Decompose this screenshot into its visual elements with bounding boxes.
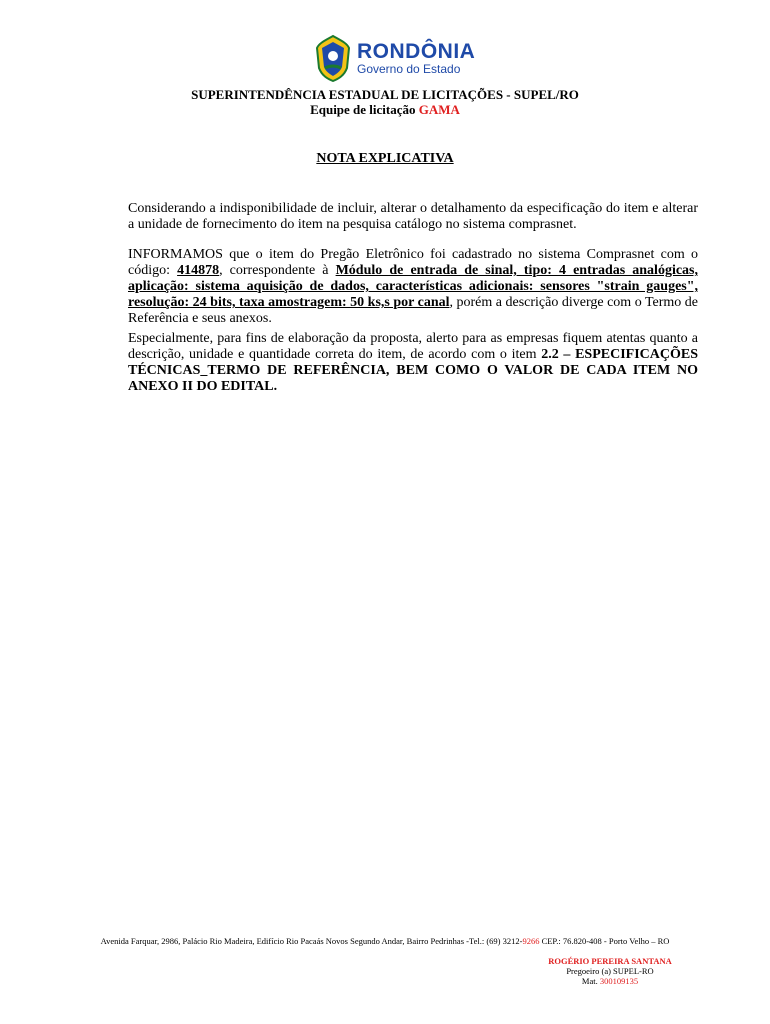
state-coat-of-arms-icon bbox=[313, 34, 353, 82]
team-name: GAMA bbox=[418, 102, 460, 117]
agency-header: SUPERINTENDÊNCIA ESTADUAL DE LICITAÇÕES - SUPEL/RO bbox=[191, 87, 579, 102]
paragraph-1: Considerando a indisponibilidade de incluir, alterar o detalhamento da especificação do item e alterar a unidade de fornecimento do item na pesquisa catálogo no sistema comprasnet. bbox=[128, 201, 698, 232]
p3-reference: 2.2 – ESPECIFICAÇÕES TÉCNICAS_TERMO DE REFERÊNCIA, BEM COMO O VALOR DE CADA ITEM NO ANEXO II DO EDITAL. bbox=[128, 347, 698, 394]
document-title: NOTA EXPLICATIVA bbox=[316, 151, 454, 166]
phone-suffix: 9266 bbox=[522, 936, 540, 946]
signatory-role: Pregoeiro (a) SUPEL-RO bbox=[566, 966, 654, 976]
team-prefix: Equipe de licitação bbox=[310, 102, 419, 117]
p2-connector: , correspondente à bbox=[219, 263, 336, 278]
team-header bbox=[0, 102, 770, 118]
address-text: Avenida Farquar, 2986, Palácio Rio Madeira, Edifício Rio Pacaás Novos Segundo Andar, Bairro Pedrinhas -Tel.: (69) 3212- bbox=[100, 936, 523, 946]
signatory-registration bbox=[530, 976, 690, 986]
registration-number: 300109135 bbox=[599, 976, 639, 986]
p2-tail: , porém a descrição diverge com o Termo de Referência e seus anexos. bbox=[128, 295, 698, 326]
rondonia-logo bbox=[313, 34, 475, 82]
p2-intro: INFORMAMOS que o item do Pregão Eletrônico foi cadastrado no sistema Comprasnet com o código: bbox=[128, 247, 698, 278]
address-cep: CEP.: 76.820-408 - Porto Velho – RO bbox=[539, 936, 670, 946]
paragraph-2 bbox=[128, 247, 698, 327]
item-description: Módulo de entrada de sinal, tipo: 4 entradas analógicas, aplicação: sistema aquisição de dados, características adicionais: sensores "strain gauges", resolução: 24 bits, taxa amostragem: 50 ks,s por canal bbox=[128, 263, 698, 310]
p3-intro: Especialmente, para fins de elaboração da proposta, alerto para as empresas fiquem atentas quanto a descrição, unidade e quantidade correta do item, de acordo com o item bbox=[128, 331, 698, 362]
item-code: 414878 bbox=[177, 263, 220, 278]
signatory-name: ROGÉRIO PEREIRA SANTANA bbox=[548, 956, 672, 966]
registration-label: Mat. bbox=[581, 976, 600, 986]
logo-subtitle: Governo do Estado bbox=[357, 61, 461, 76]
logo-title: RONDÔNIA bbox=[357, 39, 476, 63]
footer-address bbox=[0, 936, 770, 946]
paragraph-3 bbox=[128, 331, 698, 395]
